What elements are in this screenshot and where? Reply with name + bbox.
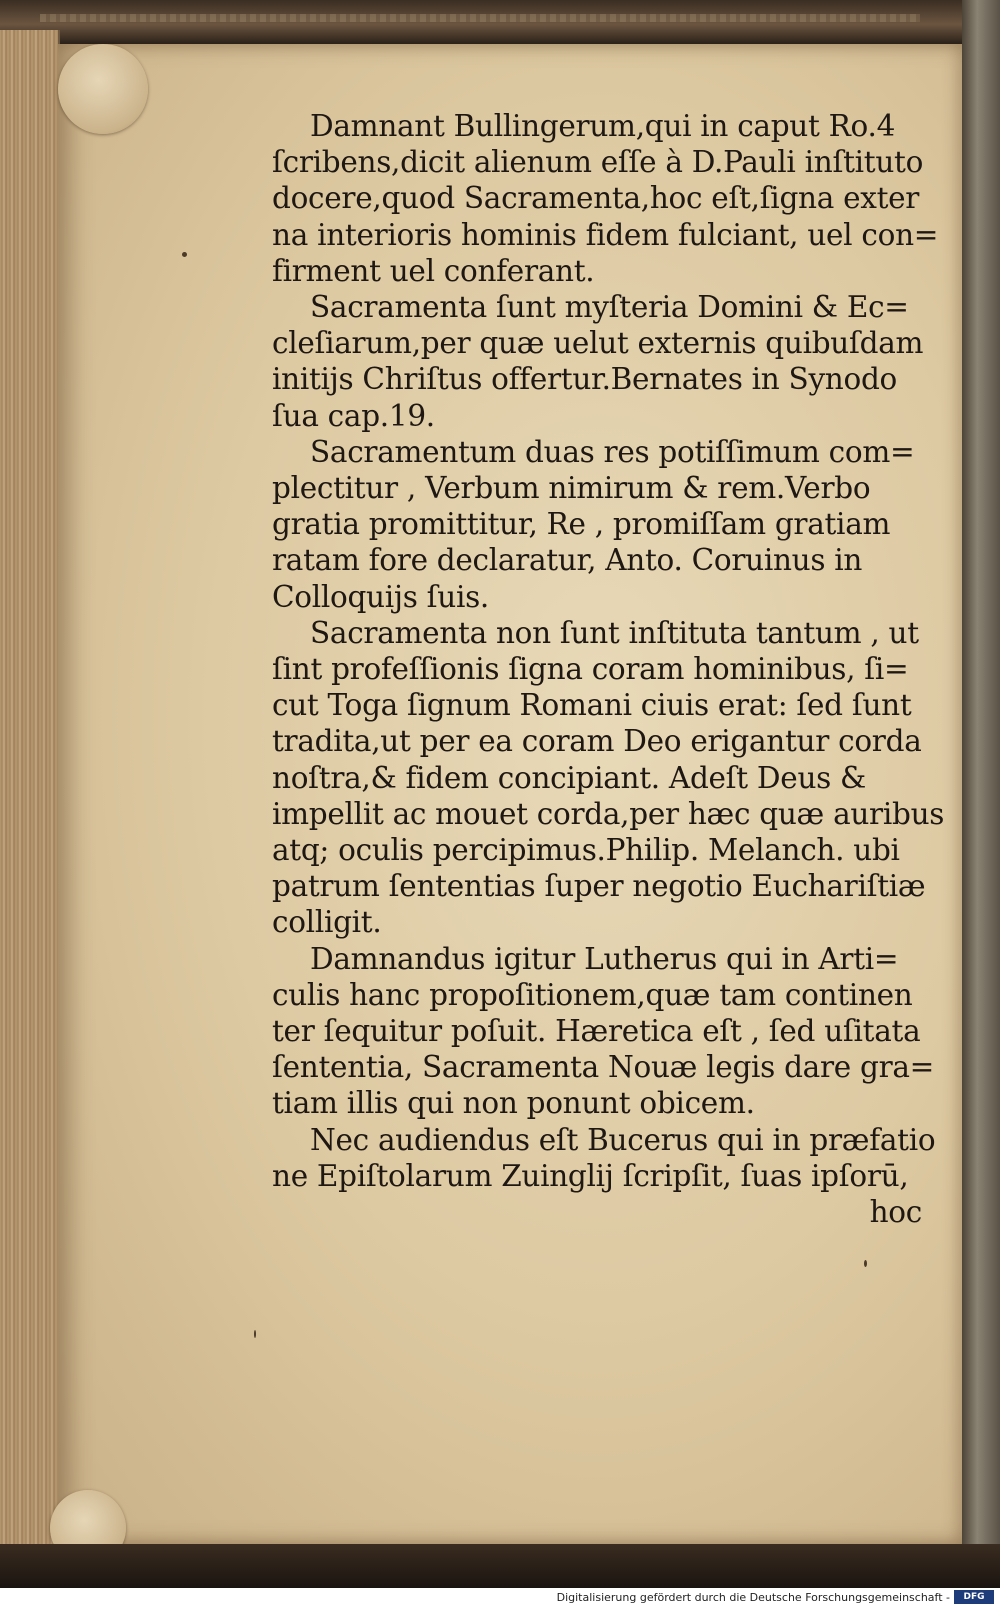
text-line: Damnant Bullingerum,qui in caput Ro.4 [310,109,896,143]
page-text [272,108,945,1230]
text-line: ſententia, Sacramenta Nouæ legis dare gra= [272,1050,935,1085]
text-line: atq; oculis percipimus.Philip. Melanch. ubi [272,833,900,868]
text-line: cleſiarum,per quæ uelut externis quibuſdam [272,326,924,361]
text-line: Colloquijs ſuis. [272,579,490,614]
catchword: hoc [869,1195,922,1230]
text-line: ratam fore declaratur, Anto. Coruinus in [272,543,863,578]
text-line: culis hanc propoſitionem,quæ tam continen [272,977,913,1012]
text-line: patrum ſententias ſuper negotio Euchariſtiæ [272,869,926,904]
text-line: plectitur , Verbum nimirum & rem.Verbo [272,471,871,506]
text-line: initijs Chriſtus offertur.Bernates in Synodo [272,362,898,397]
text-line: ſcribens,dicit alienum eſſe à D.Pauli inſtituto [272,145,924,180]
page-edges-top [40,14,920,22]
text-line: noſtra,& fidem concipiant. Adeſt Deus & [272,760,867,795]
text-line: tradita,ut per ea coram Deo erigantur corda [272,724,922,759]
text-line: Sacramenta non ſunt inſtituta tantum , ut [310,615,919,650]
ink-speck [182,252,187,257]
text-line: cut Toga ſignum Romani ciuis erat: ſed ſunt [272,688,912,723]
text-line: ſint profeſſionis ſigna coram hominibus, ſi= [272,652,909,687]
text-line: docere,quod Sacramenta,hoc eſt,ſigna exter [272,181,920,216]
paper-clip-top [58,44,148,134]
footer-bar [0,1588,1000,1608]
text-line: ſua cap.19. [272,398,435,433]
text-line: ter ſequitur poſuit. Hæretica eſt , ſed uſitata [272,1014,921,1049]
text-line: tiam illis qui non ponunt obicem. [272,1086,755,1121]
dfg-logo-icon: DFG [954,1590,994,1604]
text-line: gratia promittitur, Re , promiſſam gratiam [272,507,891,542]
book-top-edge [0,0,1000,44]
text-line: Sacramenta ſunt myſteria Domini & Ec= [310,290,909,325]
book-bottom-edge [0,1544,1000,1588]
ink-speck [254,1330,256,1338]
text-line: na interioris hominis fidem fulciant, uel con= [272,217,939,252]
text-line: Damnandus igitur Lutherus qui in Arti= [310,941,899,976]
funding-credit: Digitalisierung gefördert durch die Deutsche Forschungsgemeinschaft - [556,1591,950,1604]
text-line: Sacramentum duas res potiſſimum com= [310,434,915,469]
text-line: Nec audiendus eſt Bucerus qui in præfatio [310,1122,936,1157]
text-line: firment uel conferant. [272,253,595,288]
text-line: impellit ac mouet corda,per hæc quæ auribus [272,796,945,831]
ink-speck [864,1260,867,1267]
page-edges-left [0,30,60,1550]
book-right-edge [962,0,1000,1588]
text-line: colligit. [272,905,382,940]
text-line: ne Epiſtolarum Zuinglij ſcripſit, ſuas ipſorū, [272,1158,909,1193]
